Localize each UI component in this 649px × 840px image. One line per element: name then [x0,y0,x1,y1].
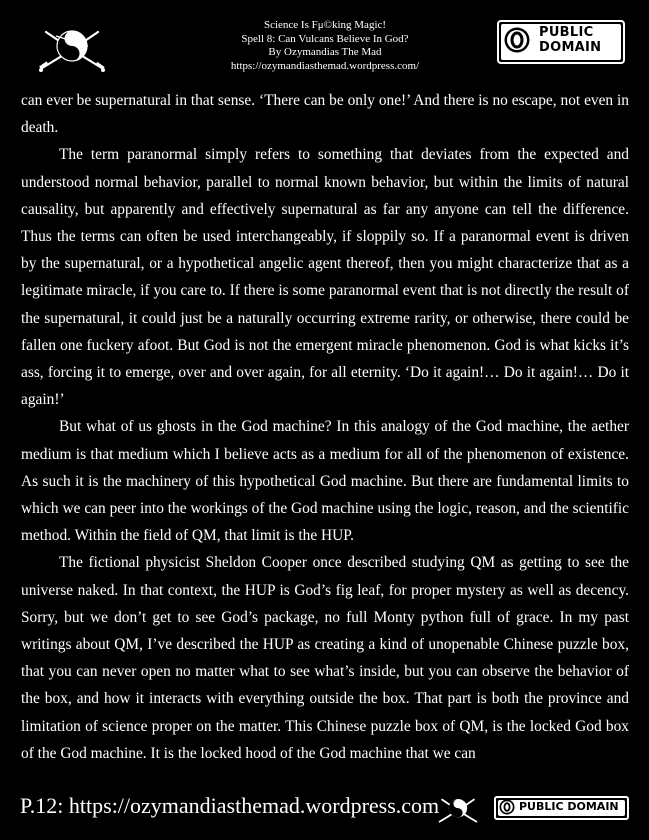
document-header-text [160,19,490,73]
document-body [21,87,629,767]
author-line: By Ozymandias The Mad [268,46,382,58]
yin-yang-skull-crossed-swords-icon [436,794,480,826]
yin-yang-skull-crossed-swords-icon [36,24,108,74]
page-footer [0,788,649,828]
public-domain-badge [497,20,625,64]
website-url: https://ozymandiasthemad.wordpress.com/ [230,59,420,72]
book-title: Science Is Fμ©king Magic! [263,19,387,31]
paragraph: The term paranormal simply refers to something that deviates from the expected and understood normal behavior, parallel to normal known behavior, but within the limits of natural causality, but apparently and effectively supernatural as far any anyone can tell the difference. Thus the terms can often be used interchangeably, if sloppily so. If a paranormal event is driven by the supernatural, or a hypothetical angelic agent thereof, then you might characterize that as a legitimate miracle, if you care to. If there is some paranormal event that is not directly the result of the supernatural, it could just be a naturally occurring extreme rarity, or otherwise, there could be fallen one fuckery afoot. But God is not the emergent miracle phenomenon. God is what kicks it’s ass, forcing it to emerge, over and over again, for all eternity. ‘Do it again!… Do it again!… Do it again!’ [21,146,629,409]
zero-circle-icon [499,799,515,815]
paragraph: can ever be supernatural in that sense. ‘There can be only one!’ And there is no escape, not even in death. [21,92,629,137]
spell-title: Spell 8: Can Vulcans Believe In God? [241,32,409,45]
zero-circle-icon [503,26,531,54]
page-number-url: P.12: https://ozymandiasthemad.wordpress.com [20,793,440,818]
page-header [0,0,649,88]
paragraph: But what of us ghosts in the God machine? In this analogy of the God machine, the aether medium is that medium which I believe acts as a medium for all of the phenomenon of existence. As such it is the machinery of this hypothetical God machine. But there are fundamental limits to which we can peer into the workings of the God machine using the logic, reason, and the scientific method. Within the field of QM, that limit is the HUP. [21,418,629,545]
public-domain-label: PUBLIC DOMAIN [539,25,602,55]
public-domain-badge-small [494,796,629,820]
public-domain-label: PUBLIC DOMAIN [519,800,619,813]
paragraph: The fictional physicist Sheldon Cooper once described studying QM as getting to see the universe naked. In that context, the HUP is God’s fig leaf, for proper mystery as well as decency. Sorry, but we don’t get to see God’s package, no full Monty python full of grace. In my past writings about QM, I’ve described the HUP as creating a kind of unopenable Chinese puzzle box, that you can never open no matter what to see what’s inside, but you can observe the behavior of the box, and how it interacts with everything outside the box. That part is both the province and limitation of science proper on the matter. This Chinese puzzle box of QM, is the locked God box of the God machine. It is the locked hood of the God machine that we can [21,554,629,762]
